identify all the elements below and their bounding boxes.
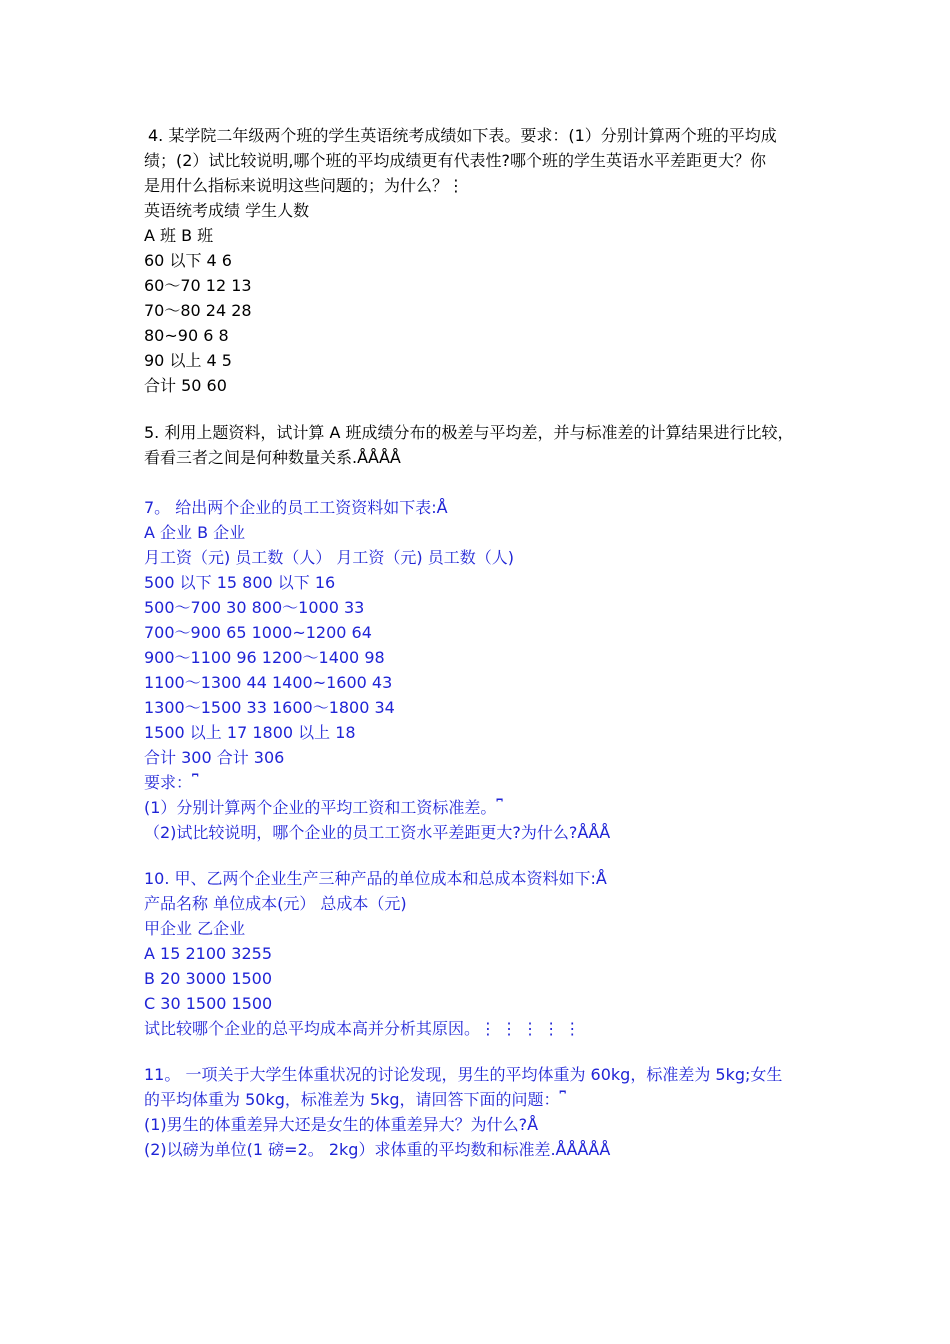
q4-table-total: 合计 50 60 xyxy=(144,376,227,395)
q10-table-header: 产品名称 单位成本(元） 总成本（元) xyxy=(144,894,407,913)
q7-table-subheader: 月工资（元) 员工数（人） 月工资（元) 员工数（人) xyxy=(144,548,514,567)
q10-table-row: A 15 2100 3255 xyxy=(144,944,272,963)
q11-sub-question-1: (1)男生的体重差异大还是女生的体重差异大？为什么?Å xyxy=(144,1115,539,1134)
q7-table-row: 700～900 65 1000~1200 64 xyxy=(144,623,372,642)
q4-table-row: 70～80 24 28 xyxy=(144,301,252,320)
q4-text-line-3: 是用什么指标来说明这些问题的；为什么？⋮ xyxy=(144,176,465,195)
q10-table-row: B 20 3000 1500 xyxy=(144,969,273,988)
question-10 xyxy=(144,866,816,1041)
q4-table-row: 60～70 12 13 xyxy=(144,276,252,295)
q7-title: 7。 给出两个企业的员工工资资料如下表:Å xyxy=(144,498,448,517)
q10-table-subheader: 甲企业 乙企业 xyxy=(144,919,246,938)
q4-text-line-1: 4. 某学院二年级两个班的学生英语统考成绩如下表。要求：(1）分别计算两个班的平均成 xyxy=(148,126,777,145)
q7-requirements: 要求：⎴ xyxy=(144,773,199,792)
question-4 xyxy=(144,123,816,398)
q4-table-row: 90 以上 4 5 xyxy=(144,351,232,370)
q11-sub-question-2: (2)以磅为单位(1 磅=2。 2kg）求体重的平均数和标准差.ÅÅÅÅÅ xyxy=(144,1140,611,1159)
q5-text-line-1: 5. 利用上题资料，试计算 A 班成绩分布的极差与平均差，并与标准差的计算结果进行比较， xyxy=(144,423,794,442)
q11-text-line-2: 的平均体重为 50kg，标准差为 5kg，请回答下面的问题：⎴ xyxy=(144,1090,566,1109)
q4-table-row: 80~90 6 8 xyxy=(144,326,229,345)
question-5 xyxy=(144,420,816,470)
q4-table-subheader: A 班 B 班 xyxy=(144,226,214,245)
q4-text-line-2: 绩；(2）试比较说明,哪个班的平均成绩更有代表性?哪个班的学生英语水平差距更大？你 xyxy=(144,151,767,170)
q5-text-line-2: 看看三者之间是何种数量关系.ÅÅÅÅ xyxy=(144,448,401,467)
q10-title: 10. 甲、乙两个企业生产三种产品的单位成本和总成本资料如下:Å xyxy=(144,869,607,888)
q7-table-row: 500～700 30 800～1000 33 xyxy=(144,598,365,617)
question-7 xyxy=(144,495,816,845)
q4-table-row: 60 以下 4 6 xyxy=(144,251,232,270)
q7-requirement-2: （2)试比较说明，哪个企业的员工工资水平差距更大?为什么?ÅÅÅ xyxy=(144,823,611,842)
q11-text-line-1: 11。 一项关于大学生体重状况的讨论发现，男生的平均体重为 60kg，标准差为 5kg;女生 xyxy=(144,1065,783,1084)
q7-table-row: 1500 以上 17 1800 以上 18 xyxy=(144,723,356,742)
q7-table-total: 合计 300 合计 306 xyxy=(144,748,285,767)
q7-table-header: A 企业 B 企业 xyxy=(144,523,246,542)
question-11 xyxy=(144,1062,816,1162)
q7-table-row: 1300～1500 33 1600～1800 34 xyxy=(144,698,395,717)
q7-table-row: 900～1100 96 1200～1400 98 xyxy=(144,648,385,667)
q10-table-row: C 30 1500 1500 xyxy=(144,994,273,1013)
q7-table-row: 500 以下 15 800 以下 16 xyxy=(144,573,336,592)
q7-table-row: 1100～1300 44 1400~1600 43 xyxy=(144,673,393,692)
q4-table-header: 英语统考成绩 学生人数 xyxy=(144,201,310,220)
q10-question: 试比较哪个企业的总平均成本高并分析其原因。⋮ ⋮ ⋮ ⋮ ⋮ xyxy=(144,1019,581,1038)
q7-requirement-1: (1）分别计算两个企业的平均工资和工资标准差。⎴ xyxy=(144,798,503,817)
